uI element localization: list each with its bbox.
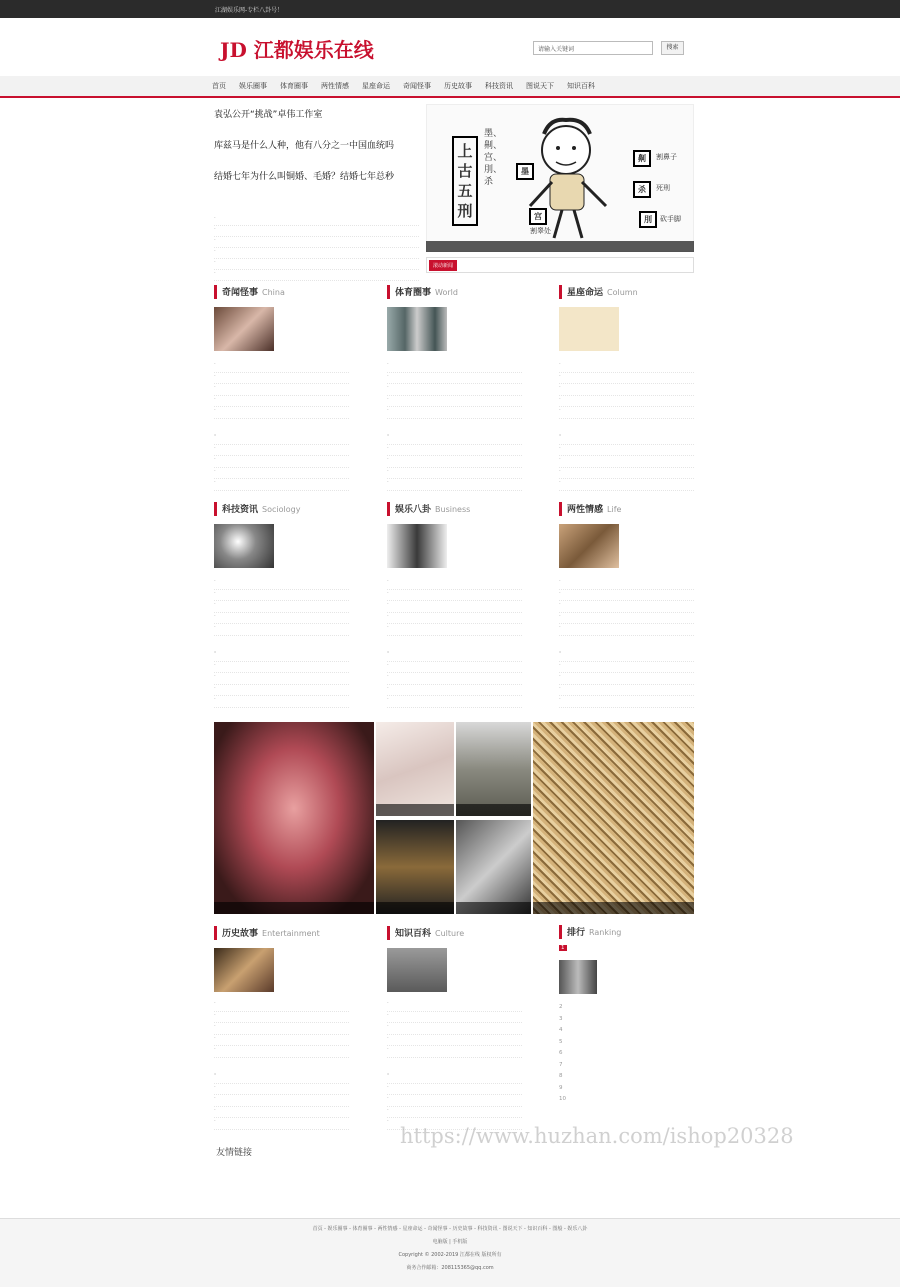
gallery-caption <box>533 902 694 914</box>
nav-item[interactable]: 体育圈事 <box>280 82 308 90</box>
site-logo[interactable]: JD 江都娱乐在线 <box>220 38 374 62</box>
nav-item[interactable]: 首页 <box>212 82 226 90</box>
headline-block <box>214 138 419 160</box>
thumb-image[interactable] <box>387 524 447 568</box>
list-item[interactable] <box>214 361 349 373</box>
section-china <box>214 285 349 495</box>
hero-label: 割睾处 <box>530 227 551 235</box>
list-item[interactable] <box>387 468 522 480</box>
list-item[interactable] <box>559 650 694 662</box>
headline-sub <box>214 154 419 160</box>
list-item[interactable] <box>559 445 694 457</box>
list-item[interactable] <box>214 373 349 385</box>
list-item[interactable] <box>559 407 694 419</box>
gallery-image[interactable] <box>456 722 531 816</box>
list-item[interactable] <box>559 601 694 613</box>
list-item[interactable] <box>214 673 349 685</box>
hero-label: 刖 <box>639 211 657 228</box>
headline-sub <box>214 185 419 191</box>
news-ticker <box>426 257 694 273</box>
list-item[interactable] <box>559 396 694 408</box>
list-item[interactable] <box>387 1046 522 1058</box>
article-list <box>387 650 522 708</box>
list-item[interactable] <box>387 433 522 445</box>
nav-item[interactable]: 星座命运 <box>362 82 390 90</box>
list-item[interactable] <box>214 259 419 270</box>
section-title[interactable]: 两性情感 Life <box>559 502 694 516</box>
list-item[interactable] <box>214 650 349 662</box>
list-item[interactable] <box>214 396 349 408</box>
list-item[interactable] <box>387 662 522 674</box>
list-item[interactable] <box>387 1000 522 1012</box>
list-item[interactable] <box>214 1084 349 1096</box>
gallery-caption <box>376 804 454 816</box>
article-list <box>214 578 349 636</box>
section-title[interactable]: 历史故事 Entertainment <box>214 926 349 940</box>
list-item[interactable] <box>214 1035 349 1047</box>
footer-switch[interactable]: 电脑版 | 手机版 <box>432 1239 468 1245</box>
article-list <box>559 361 694 419</box>
list-item[interactable] <box>387 590 522 602</box>
list-item[interactable] <box>559 373 694 385</box>
list-item[interactable] <box>387 601 522 613</box>
footer <box>0 1218 900 1287</box>
section-life <box>559 502 694 714</box>
list-item[interactable] <box>559 613 694 625</box>
list-item[interactable] <box>387 624 522 636</box>
article-list <box>387 1000 522 1058</box>
list-item[interactable] <box>387 696 522 708</box>
list-item[interactable] <box>214 433 349 445</box>
list-item[interactable] <box>214 1095 349 1107</box>
hero-label: 割鼻子 <box>656 153 677 161</box>
section-entertainment <box>214 926 349 1136</box>
thumb-image[interactable] <box>214 307 274 351</box>
list-item[interactable] <box>387 1107 522 1119</box>
gallery-caption <box>376 902 454 914</box>
ranking-item[interactable]: 3 <box>559 1015 563 1022</box>
list-item[interactable] <box>559 361 694 373</box>
gallery-image[interactable] <box>533 722 694 914</box>
list-item[interactable] <box>214 590 349 602</box>
hero-label: 劓 <box>633 150 651 167</box>
list-item[interactable] <box>214 407 349 419</box>
contact: 商务合作邮箱：208115365@qq.com <box>406 1265 494 1271</box>
article-list <box>214 1072 349 1130</box>
headline-title[interactable]: 袁弘公开“挑战”卓伟工作室 <box>214 110 323 120</box>
section-business <box>387 502 522 714</box>
list-item[interactable] <box>214 696 349 708</box>
list-item[interactable] <box>214 270 419 281</box>
article-list <box>387 1072 522 1130</box>
list-item[interactable] <box>214 248 419 259</box>
hero-char: 刑 <box>457 202 473 220</box>
ear-diagram-icon[interactable] <box>559 307 619 351</box>
gallery-image[interactable] <box>214 722 374 914</box>
list-item[interactable] <box>214 237 419 248</box>
gallery-caption <box>214 902 374 914</box>
section-sociology <box>214 502 349 714</box>
list-item[interactable] <box>214 1118 349 1130</box>
list-item[interactable] <box>559 468 694 480</box>
hero-label: 砍手脚 <box>660 215 681 223</box>
list-item[interactable] <box>214 479 349 491</box>
thumb-image[interactable] <box>387 307 447 351</box>
list-item[interactable] <box>387 1012 522 1024</box>
list-item[interactable] <box>387 1035 522 1047</box>
ranking-item[interactable]: 10 <box>559 1096 566 1102</box>
hero-char: 五 <box>457 182 473 200</box>
hero-label: 墨 <box>516 163 534 180</box>
list-item[interactable] <box>387 673 522 685</box>
list-item[interactable] <box>387 613 522 625</box>
headline-block <box>214 107 419 129</box>
list-item[interactable] <box>559 662 694 674</box>
list-item[interactable] <box>214 601 349 613</box>
list-item[interactable] <box>214 468 349 480</box>
list-item[interactable] <box>559 433 694 445</box>
top-bar: 江湖娱乐网-专栏八卦号！ <box>0 0 900 18</box>
list-item[interactable] <box>214 1107 349 1119</box>
hero-char: 古 <box>457 162 473 180</box>
main-nav <box>0 76 900 98</box>
nav-item[interactable]: 两性情感 <box>321 82 349 90</box>
list-item[interactable] <box>387 479 522 491</box>
hero-title <box>452 136 478 226</box>
hero-caption <box>426 241 694 252</box>
list-item[interactable] <box>214 1000 349 1012</box>
section-title[interactable]: 体育圈事 World <box>387 285 522 299</box>
list-item[interactable] <box>214 456 349 468</box>
list-item[interactable] <box>214 578 349 590</box>
thumb-image[interactable] <box>387 948 447 992</box>
headline-sub <box>214 123 419 129</box>
hero-label: 杀 <box>633 181 651 198</box>
article-list <box>387 578 522 636</box>
list-item[interactable] <box>387 1072 522 1084</box>
list-item[interactable] <box>214 226 419 237</box>
gallery-image[interactable] <box>376 820 454 914</box>
thumb-image[interactable] <box>214 524 274 568</box>
list-item[interactable] <box>387 361 522 373</box>
section-title[interactable]: 科技资讯 Sociology <box>214 502 349 516</box>
ranking-item[interactable]: 7 <box>559 1061 563 1068</box>
list-item[interactable] <box>559 685 694 697</box>
list-item[interactable] <box>214 624 349 636</box>
hero-label: 死刑 <box>656 184 670 192</box>
list-item[interactable] <box>387 650 522 662</box>
nav-item[interactable]: 科技资讯 <box>485 82 513 90</box>
list-item[interactable] <box>387 685 522 697</box>
hero-label: 宫 <box>529 208 547 225</box>
hero-char: 上 <box>457 142 473 160</box>
ranking-item[interactable]: 2 <box>559 1004 563 1010</box>
hero-column-text: 墨、劓、宫、刖、杀 <box>484 129 503 187</box>
ranking-item[interactable]: 1 <box>561 945 565 951</box>
thumb-image[interactable] <box>214 948 274 992</box>
list-item[interactable] <box>214 662 349 674</box>
article-list <box>387 361 522 419</box>
search-button[interactable]: 搜索 <box>661 41 684 55</box>
list-item[interactable] <box>214 384 349 396</box>
list-item[interactable] <box>559 673 694 685</box>
list-item[interactable] <box>214 1023 349 1035</box>
gallery-caption <box>456 902 531 914</box>
ranking-item[interactable]: 4 <box>559 1027 563 1033</box>
list-item[interactable] <box>387 1095 522 1107</box>
list-item[interactable] <box>387 578 522 590</box>
section-title[interactable]: 奇闻怪事 China <box>214 285 349 299</box>
gallery-caption <box>456 804 531 816</box>
list-item[interactable] <box>559 590 694 602</box>
list-item[interactable] <box>214 613 349 625</box>
list-item[interactable] <box>559 479 694 491</box>
headline-title[interactable]: 库兹马是什么人种，他有八分之一中国血统吗 <box>214 141 395 151</box>
footer-nav[interactable]: 首页 - 娱乐圈事 - 体育圈事 - 两性情感 - 星座命运 - 奇闻怪事 - 历史故事 - 科技资讯 - 图说天下 - 知识百科 - 图般 - 娱乐八卦 <box>312 1226 588 1232</box>
article-list <box>214 433 349 491</box>
section-title[interactable]: 知识百科 Culture <box>387 926 522 940</box>
gallery-image[interactable] <box>456 820 531 914</box>
list-item[interactable] <box>214 1012 349 1024</box>
nav-item[interactable]: 奇闻怪事 <box>403 82 431 90</box>
list-item[interactable] <box>214 1046 349 1058</box>
article-list <box>559 650 694 708</box>
section-culture <box>387 926 522 1136</box>
article-list <box>214 650 349 708</box>
nav-item[interactable]: 图说天下 <box>526 82 554 90</box>
section-title[interactable]: 排行 Ranking <box>559 925 694 939</box>
list-item[interactable] <box>387 445 522 457</box>
section-world <box>387 285 522 495</box>
search-input[interactable]: 请输入关键词 <box>533 41 653 55</box>
list-item[interactable] <box>559 578 694 590</box>
list-item[interactable] <box>214 445 349 457</box>
headline-title[interactable]: 结婚七年为什么叫铜婚、毛婚？结婚七年总秒 <box>214 172 395 182</box>
list-item[interactable] <box>559 624 694 636</box>
links-title: 友情链接 <box>216 1148 253 1158</box>
section-title[interactable]: 娱乐八卦 Business <box>387 502 522 516</box>
copyright: Copyright © 2002-2019 江都在线 版权所有 <box>398 1252 502 1258</box>
ranking-item[interactable]: 5 <box>559 1038 563 1045</box>
thumb-image[interactable] <box>559 524 619 568</box>
nav-item[interactable]: 知识百科 <box>567 82 595 90</box>
section-column <box>559 285 694 495</box>
list-item[interactable] <box>214 685 349 697</box>
list-item[interactable] <box>559 696 694 708</box>
list-item[interactable] <box>387 1084 522 1096</box>
list-item[interactable] <box>387 373 522 385</box>
list-item[interactable] <box>214 1072 349 1084</box>
article-list <box>387 433 522 491</box>
list-item[interactable] <box>387 407 522 419</box>
ranking-panel <box>559 925 694 1108</box>
article-list <box>559 578 694 636</box>
ranking-item[interactable]: 9 <box>559 1084 563 1091</box>
article-list <box>559 433 694 491</box>
headline-block <box>214 169 419 191</box>
section-title[interactable]: 星座命运 Column <box>559 285 694 299</box>
header <box>0 18 900 76</box>
list-item[interactable] <box>559 456 694 468</box>
ranking-item[interactable]: 6 <box>559 1050 563 1056</box>
article-list <box>214 1000 349 1058</box>
headline-list <box>214 215 419 281</box>
ranking-thumb[interactable] <box>559 960 597 994</box>
article-list <box>214 361 349 419</box>
list-item[interactable] <box>214 215 419 226</box>
nav-item[interactable]: 历史故事 <box>444 82 472 90</box>
list-item[interactable] <box>387 384 522 396</box>
ranking-item[interactable]: 8 <box>559 1073 563 1079</box>
list-item[interactable] <box>387 456 522 468</box>
ticker-label: 滚动新闻 <box>429 260 457 271</box>
nav-item[interactable]: 娱乐圈事 <box>239 82 267 90</box>
list-item[interactable] <box>387 1023 522 1035</box>
list-item[interactable] <box>559 384 694 396</box>
list-item[interactable] <box>387 396 522 408</box>
gallery-image[interactable] <box>376 722 454 816</box>
watermark: https://www.huzhan.com/ishop20328 <box>400 1124 794 1148</box>
